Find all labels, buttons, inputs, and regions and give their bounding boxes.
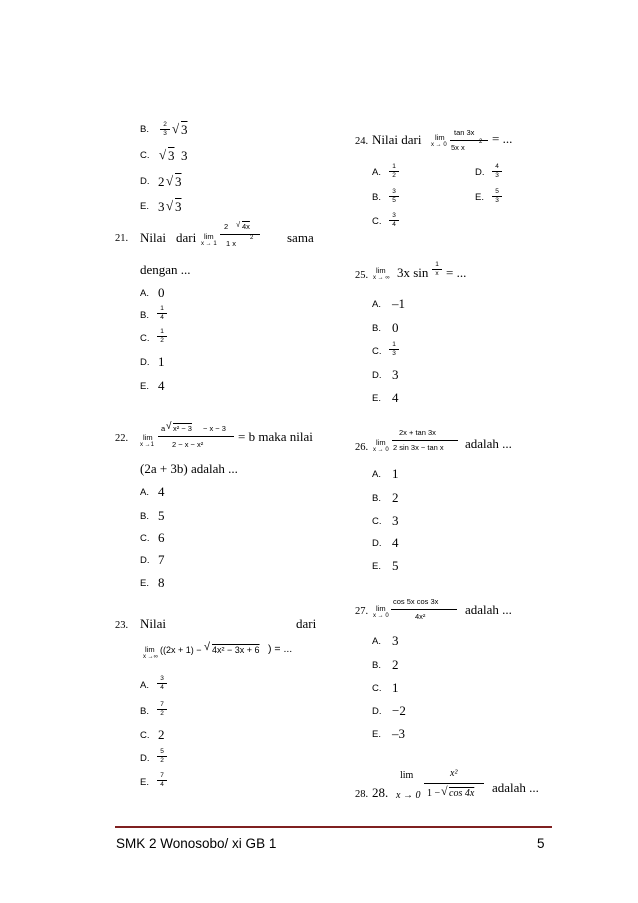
radical-icon: √ bbox=[172, 121, 180, 136]
option-letter: A. bbox=[372, 469, 381, 480]
limit-subscript: x → 0 bbox=[373, 613, 389, 619]
option-letter: B. bbox=[372, 323, 381, 334]
denominator: 1 x bbox=[226, 239, 237, 248]
limit-subscript: x → 0 bbox=[431, 142, 447, 148]
denominator: 2 sin 3x − tan x bbox=[393, 443, 444, 452]
question-stem-cont: (2a + 3b) adalah ... bbox=[140, 461, 238, 476]
numerator: tan 3x bbox=[454, 128, 475, 137]
option-value: 2 bbox=[392, 657, 399, 672]
option-value: 0 bbox=[158, 285, 165, 300]
question-number: 23. bbox=[115, 620, 129, 631]
fraction-bar bbox=[158, 436, 234, 437]
question-stem-cont: dengan ... bbox=[140, 262, 191, 277]
question-number: 24. bbox=[355, 136, 369, 147]
option-letter: C. bbox=[372, 683, 382, 694]
question-tail: = ... bbox=[446, 265, 467, 280]
option-value: 4 bbox=[392, 535, 399, 550]
option-letter: E. bbox=[372, 561, 381, 572]
option-value: 3 bbox=[392, 633, 399, 648]
option-value: –1 bbox=[392, 296, 405, 311]
radical-icon: √ bbox=[159, 147, 167, 162]
option-value: 3 bbox=[392, 513, 399, 528]
footer-rule bbox=[115, 826, 552, 828]
option-letter: E. bbox=[475, 192, 484, 203]
option-letter: A. bbox=[372, 167, 381, 178]
question-tail: adalah ... bbox=[465, 602, 512, 617]
option-value: 1 bbox=[392, 466, 399, 481]
footer-school: SMK 2 Wonosobo/ xi GB 1 bbox=[116, 836, 277, 851]
option-letter: B. bbox=[140, 706, 149, 717]
option-letter: E. bbox=[140, 777, 149, 788]
option-letter: B. bbox=[140, 310, 149, 321]
option-value: 1 bbox=[158, 354, 165, 369]
option-letter: E. bbox=[140, 381, 149, 392]
option-value: –3 bbox=[392, 726, 405, 741]
option-value: −2 bbox=[392, 703, 406, 718]
limit-operator: lim bbox=[143, 433, 153, 442]
numerator: x² bbox=[450, 768, 458, 779]
fraction: $\frac{1}{3}$ bbox=[389, 341, 399, 358]
option-letter: D. bbox=[372, 706, 382, 717]
option-letter: E. bbox=[372, 729, 381, 740]
question-stem: dari bbox=[176, 230, 197, 245]
option-letter: C. bbox=[140, 730, 150, 741]
limit-operator: lim bbox=[376, 438, 386, 447]
denominator: 5x x bbox=[451, 143, 465, 152]
fraction: $\frac{1}{x}$ bbox=[432, 261, 442, 278]
option-letter: E. bbox=[140, 201, 149, 212]
option-value: 1 bbox=[392, 680, 399, 695]
limit-operator: lim bbox=[435, 133, 445, 142]
numerator: 2 bbox=[224, 222, 229, 231]
option-letter: B. bbox=[372, 493, 381, 504]
option-letter: D. bbox=[372, 370, 382, 381]
expression-tail: ) = ... bbox=[268, 643, 293, 655]
option-value: 4 bbox=[158, 378, 165, 393]
option-value: 2 bbox=[392, 490, 399, 505]
option-value: 8 bbox=[158, 575, 165, 590]
radical-icon: √ bbox=[204, 641, 211, 653]
fraction-bar bbox=[391, 609, 457, 610]
option-letter: E. bbox=[140, 578, 149, 589]
option-value: 3 bbox=[181, 148, 188, 163]
fraction: $\frac{5}{2}$ bbox=[157, 748, 167, 765]
question-stem: Nilai dari bbox=[372, 132, 422, 147]
option-letter: B. bbox=[140, 511, 149, 522]
denominator-radicand: cos 4x bbox=[449, 788, 475, 799]
denominator: 2 − x − x² bbox=[172, 440, 204, 449]
numerator: 2x + tan 3x bbox=[399, 428, 436, 437]
limit-subscript: x →1 bbox=[140, 442, 155, 448]
option-value: 4 bbox=[158, 484, 165, 499]
numerator-radicand: x² − 3 bbox=[173, 424, 192, 433]
fraction: $\frac{7}{4}$ bbox=[157, 772, 167, 789]
question-number: 25. bbox=[355, 270, 369, 281]
option-letter: A. bbox=[140, 680, 149, 691]
fraction: $\frac{3}{4}$ bbox=[157, 675, 167, 692]
option-letter: C. bbox=[140, 150, 150, 161]
option-letter: D. bbox=[140, 555, 150, 566]
radical-icon: √ bbox=[441, 784, 448, 798]
limit-operator: lim bbox=[376, 604, 386, 613]
option-coef: 3 bbox=[158, 199, 165, 214]
option-radicand: 3 bbox=[168, 148, 175, 163]
fraction: $\frac{3}{5}$ bbox=[389, 188, 399, 205]
limit-subscript: x → 1 bbox=[201, 241, 217, 247]
fraction: $\frac{1}{2}$ bbox=[389, 163, 399, 180]
option-letter: C. bbox=[140, 333, 150, 344]
option-letter: D. bbox=[475, 167, 485, 178]
option-letter: D. bbox=[140, 357, 150, 368]
option-letter: C. bbox=[140, 533, 150, 544]
denominator: 4x² bbox=[415, 612, 426, 621]
limit-operator: lim bbox=[400, 770, 414, 781]
option-letter: A. bbox=[372, 636, 381, 647]
question-stem: Nilai bbox=[140, 230, 166, 245]
option-value: 6 bbox=[158, 530, 165, 545]
expression-radicand: 4x² − 3x + 6 bbox=[212, 645, 260, 655]
option-coef: 2 bbox=[158, 174, 165, 189]
option-value: 3 bbox=[392, 367, 399, 382]
option-letter: C. bbox=[372, 516, 382, 527]
question-stem: = b maka nilai bbox=[238, 429, 313, 444]
option-letter: A. bbox=[140, 487, 149, 498]
option-letter: D. bbox=[140, 753, 150, 764]
option-letter: A. bbox=[140, 288, 149, 299]
question-stem: dari bbox=[296, 616, 317, 631]
question-number: 21. bbox=[115, 233, 129, 244]
fraction: $\frac{3}{4}$ bbox=[389, 212, 399, 229]
option-letter: D. bbox=[140, 176, 150, 187]
expression: 3x sin bbox=[397, 265, 429, 280]
fraction: $\frac{4}{3}$ bbox=[492, 163, 502, 180]
exponent: 2 bbox=[250, 235, 254, 241]
option-letter: D. bbox=[372, 538, 382, 549]
question-number: 27. bbox=[355, 606, 369, 617]
radical-icon: √ bbox=[236, 220, 241, 229]
option-letter: A. bbox=[372, 299, 381, 310]
option-value: 2 bbox=[158, 727, 165, 742]
numerator-rest: − x − 3 bbox=[203, 424, 226, 433]
option-radicand: 3 bbox=[175, 199, 182, 214]
question-number: 26. bbox=[355, 442, 369, 453]
question-tail: adalah ... bbox=[465, 436, 512, 451]
option-letter: C. bbox=[372, 346, 382, 357]
numerator-coef: a bbox=[161, 424, 166, 433]
question-stem: Nilai bbox=[140, 616, 166, 631]
question-stem: sama bbox=[287, 230, 314, 245]
limit-subscript: x → 0 bbox=[373, 447, 389, 453]
option-letter: B. bbox=[140, 124, 149, 135]
question-tail: = ... bbox=[492, 131, 513, 146]
exponent: 2 bbox=[479, 139, 483, 145]
radical-icon: √ bbox=[166, 173, 174, 188]
fraction: $\frac{1}{4}$ bbox=[157, 305, 167, 322]
fraction-bar bbox=[424, 783, 484, 784]
option-letter: E. bbox=[372, 393, 381, 404]
question-inner-number: 28. bbox=[372, 785, 389, 800]
denominator: 1 − bbox=[427, 788, 441, 799]
fraction-bar bbox=[392, 440, 458, 441]
radical-icon: √ bbox=[166, 198, 174, 213]
fraction: $\frac{2}{3}$ bbox=[160, 121, 170, 138]
option-radicand: 3 bbox=[175, 174, 182, 189]
option-letter: B. bbox=[372, 192, 381, 203]
fraction: $\frac{5}{3}$ bbox=[492, 188, 502, 205]
expression: ((2x + 1) − bbox=[160, 645, 202, 655]
limit-operator: lim bbox=[145, 645, 155, 654]
numerator: cos 5x cos 3x bbox=[393, 597, 439, 606]
question-number: 28. bbox=[355, 789, 369, 800]
limit-subscript: x →∞ bbox=[143, 654, 158, 660]
page-number: 5 bbox=[537, 836, 545, 851]
limit-subscript: x → 0 bbox=[396, 790, 421, 801]
limit-operator: lim bbox=[376, 266, 386, 275]
limit-operator: lim bbox=[204, 232, 214, 241]
limit-subscript: x → ∞ bbox=[373, 275, 390, 281]
option-value: 3 bbox=[181, 122, 188, 137]
option-letter: B. bbox=[372, 660, 381, 671]
option-value: 5 bbox=[392, 558, 399, 573]
fraction: $\frac{1}{2}$ bbox=[157, 328, 167, 345]
numerator-radicand: 4x bbox=[242, 222, 250, 231]
radical-icon: √ bbox=[166, 421, 172, 432]
fraction: $\frac{7}{2}$ bbox=[157, 701, 167, 718]
option-value: 7 bbox=[158, 552, 165, 567]
option-value: 4 bbox=[392, 390, 399, 405]
question-tail: adalah ... bbox=[492, 780, 539, 795]
option-value: 0 bbox=[392, 320, 399, 335]
option-value: 5 bbox=[158, 508, 165, 523]
option-letter: C. bbox=[372, 216, 382, 227]
question-number: 22. bbox=[115, 433, 129, 444]
fraction-bar bbox=[220, 234, 260, 235]
